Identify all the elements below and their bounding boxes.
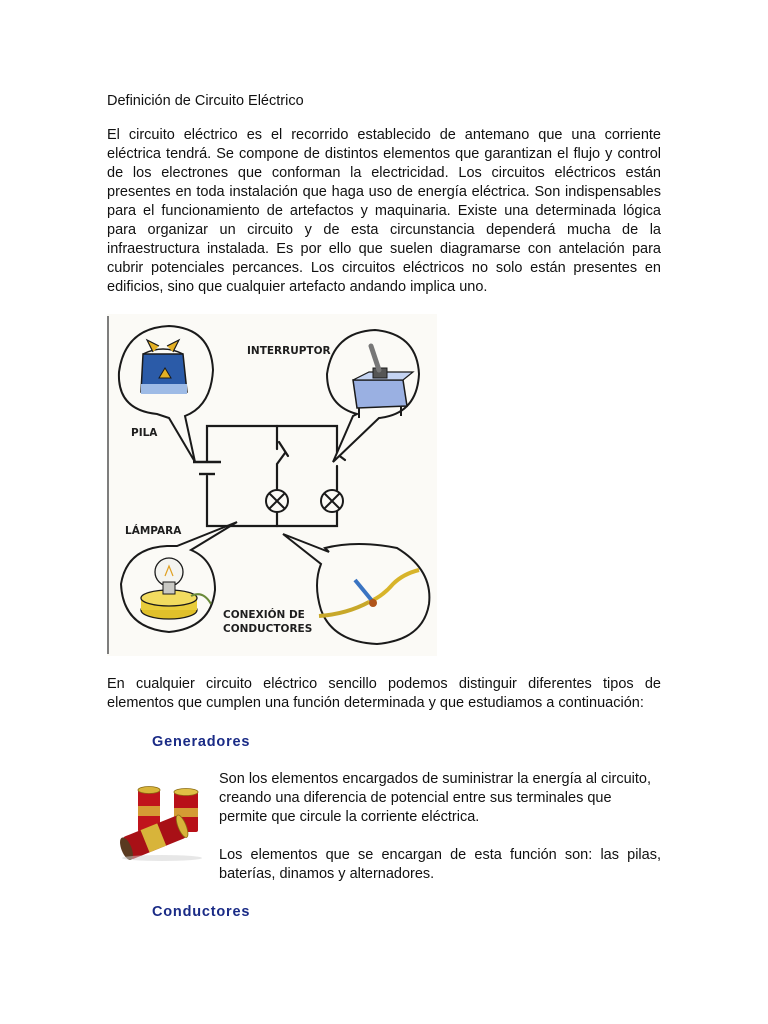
batteries-image <box>110 778 214 862</box>
label-conexion-line1: CONEXIÓN DE <box>223 609 305 621</box>
label-lampara: LÁMPARA <box>125 525 182 537</box>
section-heading-generadores: Generadores <box>152 734 251 750</box>
circuit-illustration <box>107 314 437 656</box>
lamp-symbol-1 <box>266 490 288 512</box>
generadores-paragraph-2: Los elementos que se encargan de esta función son: las pilas, baterías, dinamos y alternadores. <box>219 847 661 882</box>
elements-intro-paragraph: En cualquier circuito eléctrico sencillo podemos distinguir diferentes tipos de elementos que cumplen una función determinada y que estudiamos a continuación: <box>107 676 661 711</box>
label-pila: PILA <box>131 427 158 439</box>
generadores-paragraph-1: Son los elementos encargados de suministrar la energía al circuito, creando una diferencia de potencial entre sus terminales que permite que circule la corriente eléctrica. <box>219 771 652 825</box>
label-interruptor: INTERRUPTOR <box>247 345 331 357</box>
label-conexion-line2: CONDUCTORES <box>223 623 313 635</box>
intro-paragraph: El circuito eléctrico es el recorrido establecido de antemano que una corriente eléctrica tendrá. Se compone de distintos elementos que garantizan el flujo y control de los electrones que conforman la electricidad. Los circuitos eléctricos están presentes en toda instalación que haga uso de energía eléctrica. Son indispensables para el funcionamiento de artefactos y maquinaria. Existe una determinada lógica para organizar un circuito y de esta circunstancia dependerá mucha de la infraestructura instalada. Es por ello que suelen diagramarse con antelación para cubrir potenciales percances. Los circuitos eléctricos no solo están presentes en edificios, sino que cualquier artefacto andando implica uno. <box>107 127 661 295</box>
section-heading-conductores: Conductores <box>152 904 251 920</box>
page-title: Definición de Circuito Eléctrico <box>107 93 304 109</box>
lamp-symbol-2 <box>321 490 343 512</box>
